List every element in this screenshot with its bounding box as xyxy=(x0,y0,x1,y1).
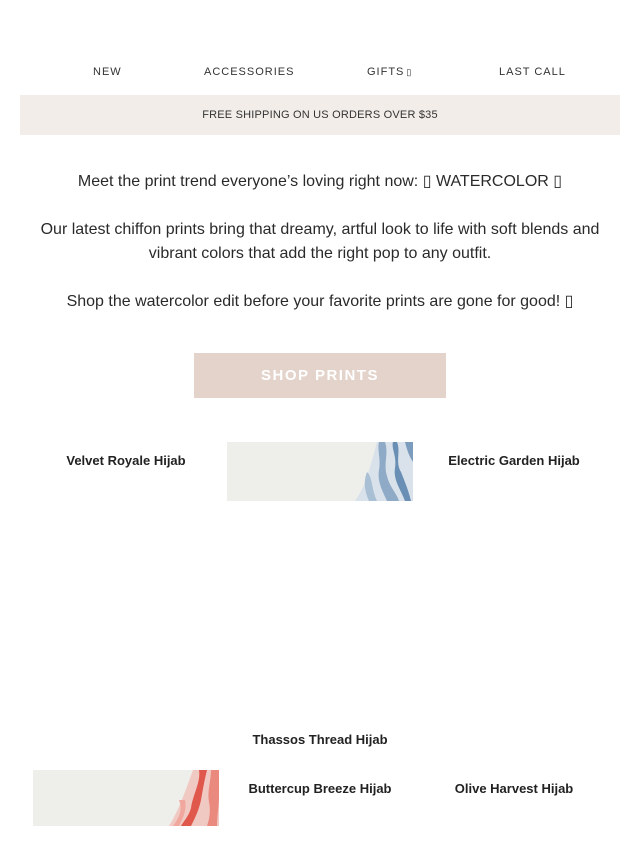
nav-item-gifts-label: GIFTS xyxy=(367,66,405,78)
shipping-banner xyxy=(20,95,620,135)
shop-prints-button[interactable] xyxy=(194,353,446,398)
product-title-thassos-thread[interactable]: Thassos Thread Hijab xyxy=(252,732,388,747)
product-image-watercolor-red[interactable] xyxy=(33,770,219,826)
missing-glyph-icon: ▯ xyxy=(406,67,413,77)
product-title-buttercup-breeze[interactable]: Buttercup Breeze Hijab xyxy=(248,781,392,796)
nav-item-gifts[interactable] xyxy=(367,66,412,78)
intro-paragraph: Our latest chiffon prints bring that dreamy, artful look to life with soft blends and vibrant colors that add the right pop to any outfit. xyxy=(40,221,600,262)
product-title-velvet-royale[interactable]: Velvet Royale Hijab xyxy=(66,453,186,468)
nav-item-new[interactable]: NEW xyxy=(93,66,122,78)
intro-line-1: Meet the print trend everyone’s loving right now: ▯ WATERCOLOR ▯ xyxy=(77,173,563,190)
nav-item-accessories[interactable]: ACCESSORIES xyxy=(204,66,295,78)
blue-watercolor-swatch xyxy=(227,442,413,501)
red-watercolor-swatch xyxy=(33,770,219,826)
nav-item-last-call[interactable]: LAST CALL xyxy=(499,66,566,78)
main-nav xyxy=(0,66,640,80)
product-image-watercolor-blue[interactable] xyxy=(227,442,413,501)
product-title-olive-harvest[interactable]: Olive Harvest Hijab xyxy=(454,781,574,796)
intro-line-3: Shop the watercolor edit before your favorite prints are gone for good! ▯ xyxy=(66,293,574,310)
shipping-banner-text: FREE SHIPPING ON US ORDERS OVER $35 xyxy=(202,109,438,121)
shop-prints-label: SHOP PRINTS xyxy=(261,367,379,384)
product-title-electric-garden[interactable]: Electric Garden Hijab xyxy=(448,453,580,468)
